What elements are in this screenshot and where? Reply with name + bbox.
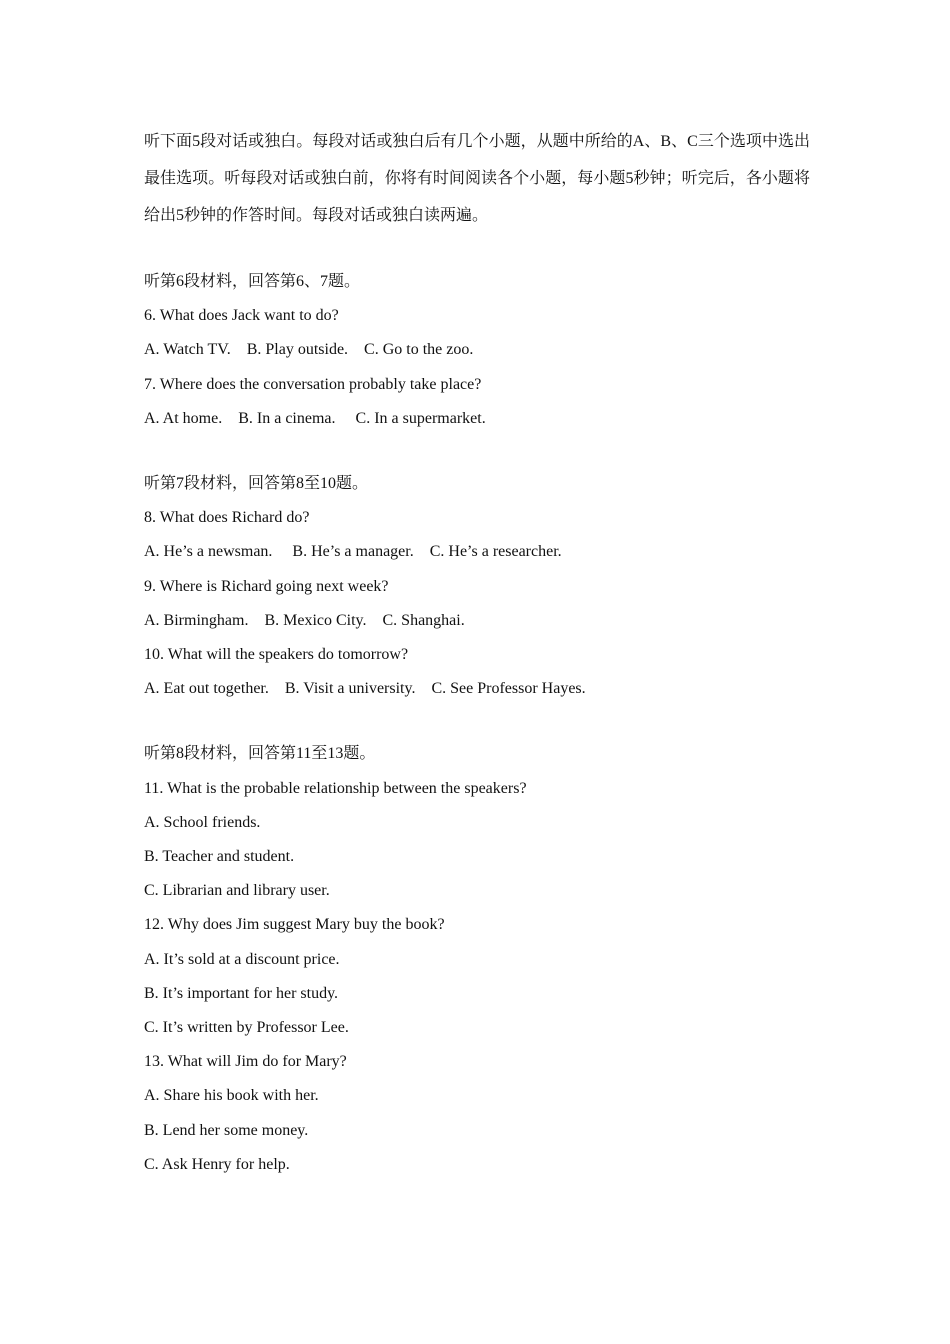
question-6-options: A. Watch TV. B. Play outside. C. Go to the zoo. xyxy=(144,341,474,359)
question-12-option-b: B. It’s important for her study. xyxy=(144,984,339,1002)
section-heading: 听第7段材料，回答第8至10题。 xyxy=(144,475,369,493)
question-12-option-a: A. It’s sold at a discount price. xyxy=(144,950,340,968)
question-13-option-a: A. Share his book with her. xyxy=(144,1087,319,1105)
question-10: 10. What will the speakers do tomorrow? xyxy=(144,646,409,664)
section-heading: 听第6段材料，回答第6、7题。 xyxy=(144,273,361,290)
section-material-7 xyxy=(144,467,810,706)
section-material-6 xyxy=(144,265,810,436)
question-8-options: A. He’s a newsman. B. He’s a manager. C. He’s a researcher. xyxy=(144,543,562,561)
question-9: 9. Where is Richard going next week? xyxy=(144,577,389,595)
section-heading: 听第8段材料，回答第11至13题。 xyxy=(144,745,376,763)
question-13-option-c: C. Ask Henry for help. xyxy=(144,1155,290,1173)
document-page xyxy=(144,123,810,1182)
question-11: 11. What is the probable relationship between the speakers? xyxy=(144,779,527,797)
question-13: 13. What will Jim do for Mary? xyxy=(144,1053,347,1071)
question-13-option-b: B. Lend her some money. xyxy=(144,1121,309,1139)
section-material-8 xyxy=(144,737,810,1182)
question-7-options: A. At home. B. In a cinema. C. In a supermarket. xyxy=(144,409,486,427)
question-8: 8. What does Richard do? xyxy=(144,509,310,527)
question-9-options: A. Birmingham. B. Mexico City. C. Shanghai. xyxy=(144,611,465,629)
question-11-option-b: B. Teacher and student. xyxy=(144,848,295,866)
question-10-options: A. Eat out together. B. Visit a university. C. See Professor Hayes. xyxy=(144,680,586,698)
question-11-option-c: C. Librarian and library user. xyxy=(144,882,330,900)
question-12-option-c: C. It’s written by Professor Lee. xyxy=(144,1019,349,1037)
question-12: 12. Why does Jim suggest Mary buy the book? xyxy=(144,916,445,934)
instructions-paragraph: 听下面5段对话或独白。每段对话或独白后有几个小题，从题中所给的A、B、C三个选项中选出最佳选项。听每段对话或独白前，你将有时间阅读各个小题，每小题5秒钟；听完后，各小题将给出5秒钟的作答时间。每段对话或独白读两遍。 xyxy=(144,133,810,224)
question-11-option-a: A. School friends. xyxy=(144,813,261,831)
question-6: 6. What does Jack want to do? xyxy=(144,307,339,325)
question-7: 7. Where does the conversation probably take place? xyxy=(144,375,482,393)
